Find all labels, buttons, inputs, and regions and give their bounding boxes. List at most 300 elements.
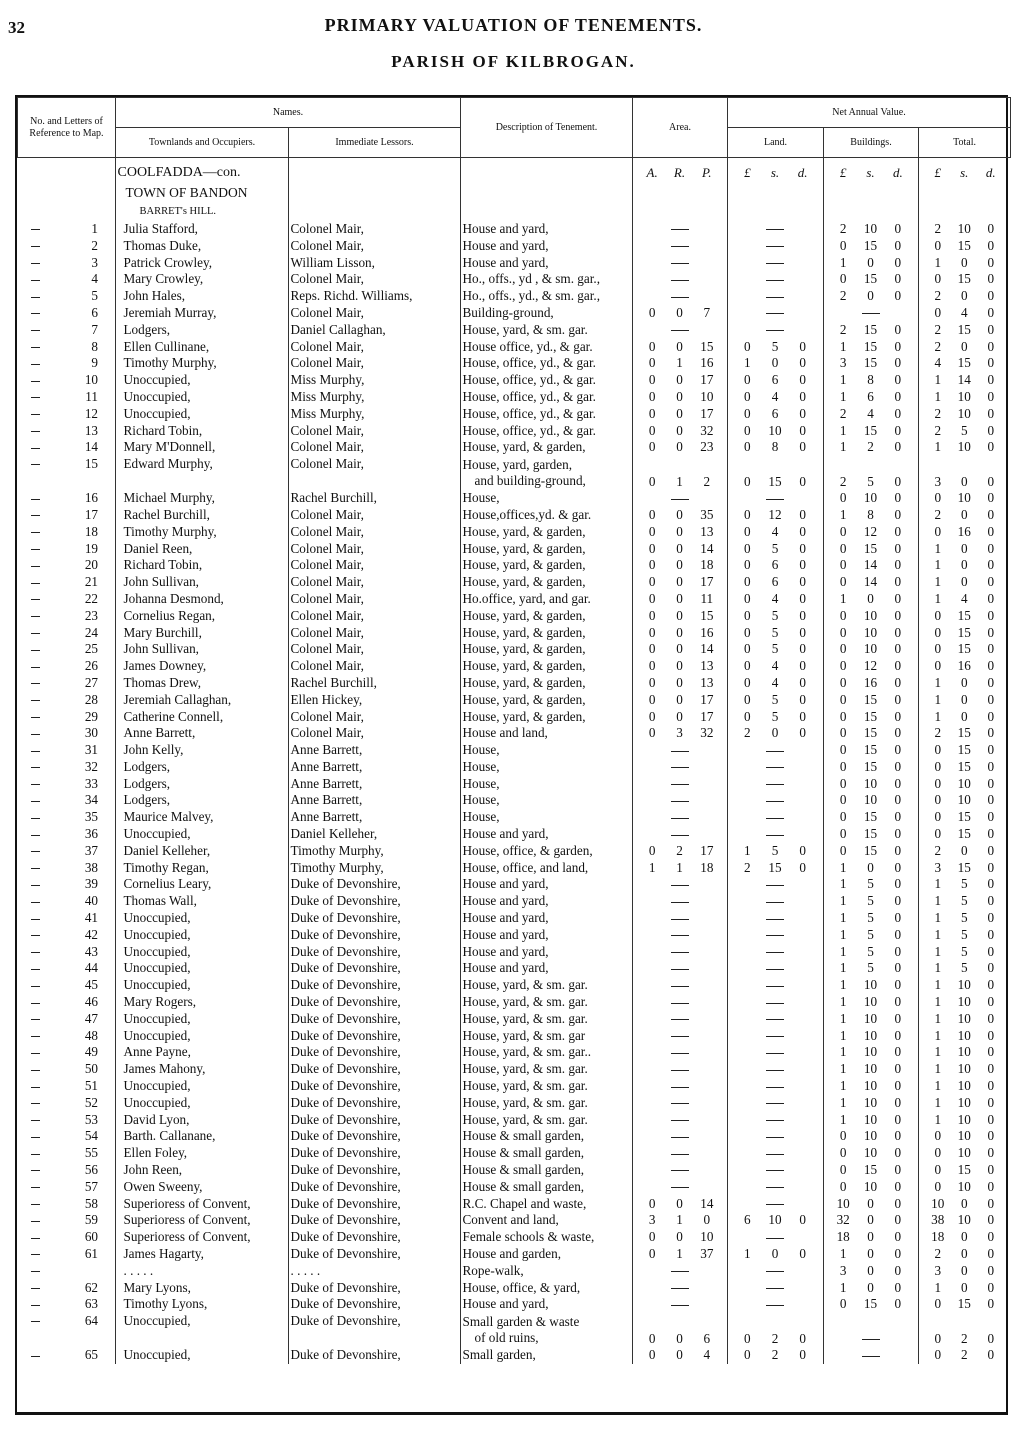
area-value-part: 0: [676, 574, 683, 590]
total-value: [918, 792, 1010, 809]
buildings-value-part: 1: [839, 926, 847, 942]
ref-number-text: 6: [91, 304, 98, 320]
land-value: [727, 1162, 823, 1179]
blank-dash: [766, 1070, 784, 1071]
area-value-part: 0: [648, 388, 656, 404]
total-value: [918, 591, 1010, 608]
land-value-part: 0: [799, 590, 806, 606]
buildings-value-part: 0: [839, 574, 847, 590]
total-value: [918, 1212, 1010, 1229]
buildings-value-part: 1: [839, 910, 847, 926]
land-value: [727, 338, 823, 355]
buildings-value: [823, 641, 918, 658]
area-value: [632, 1212, 727, 1229]
occupier-name: Unoccupied,: [115, 910, 288, 927]
unit-shillings: s.: [960, 165, 969, 181]
ref-number-text: 64: [84, 1312, 98, 1328]
description: [460, 1010, 632, 1027]
land-value-part: 0: [799, 574, 806, 590]
buildings-value: [823, 809, 918, 826]
description-line: House, yard, & garden,: [462, 574, 586, 590]
total-value-part: 0: [987, 271, 995, 287]
ref-number-text: 4: [91, 271, 98, 287]
buildings-value-part: 15: [863, 742, 878, 758]
total-value-part: 0: [934, 641, 942, 657]
ref-number-text: 25: [84, 641, 98, 657]
ref-number-text: 17: [84, 506, 98, 522]
parish-title: PARISH OF KILBROGAN.: [391, 52, 636, 71]
land-value: [727, 607, 823, 624]
description-line: House, office, yd., & gar.: [462, 405, 596, 421]
blank-dash: [766, 1137, 784, 1138]
header-description: Description of Tenement.: [461, 98, 633, 158]
table-row: [17, 641, 1010, 658]
buildings-value-part: 15: [863, 271, 878, 287]
ref-number: [17, 456, 115, 490]
area-value-part: 23: [700, 439, 714, 455]
land-value: [727, 624, 823, 641]
ref-number: [17, 691, 115, 708]
land-value: [727, 1061, 823, 1078]
land-value-part: 12: [768, 506, 782, 522]
land-value-part: 2: [744, 725, 751, 741]
occupier-name: Mary Burchill,: [115, 624, 288, 641]
total-value-part: 1: [934, 590, 942, 606]
description: [460, 372, 632, 389]
land-value-part: 0: [771, 1246, 779, 1261]
buildings-value-part: 0: [839, 842, 847, 858]
buildings-value: [823, 405, 918, 422]
table-body: [17, 158, 1010, 1364]
blank-dash: [766, 1087, 784, 1088]
area-value: [632, 456, 727, 490]
description: [460, 574, 632, 591]
total-value-part: 0: [934, 523, 942, 539]
buildings-value: [823, 725, 918, 742]
row-dash: [31, 1019, 40, 1020]
land-value: [727, 842, 823, 859]
total-value-part: 10: [957, 1178, 971, 1194]
area-value-part: 1: [676, 859, 683, 875]
buildings-value: [823, 540, 918, 557]
blank-dash: [671, 1087, 689, 1088]
buildings-value-part: 0: [894, 775, 902, 791]
ref-number-text: 14: [84, 439, 98, 455]
buildings-value: [823, 321, 918, 338]
land-value-part: 0: [799, 624, 806, 640]
buildings-value-part: 0: [894, 1262, 902, 1278]
ref-number: [17, 372, 115, 389]
description: [460, 775, 632, 792]
buildings-value: [823, 456, 918, 490]
land-value-part: 5: [771, 708, 779, 724]
description-line: House, yard, & sm. gar.: [462, 994, 588, 1010]
total-value-part: 0: [987, 1279, 995, 1295]
total-value-part: 0: [987, 910, 995, 926]
buildings-value-part: 0: [839, 792, 847, 808]
lessor-name: Duke of Devonshire,: [288, 910, 460, 927]
land-value: [727, 1178, 823, 1195]
table-row: [17, 1162, 1010, 1179]
header-names: Names.: [116, 98, 461, 128]
description-line-2: of old ruins,: [474, 1329, 539, 1345]
occupier-name: Anne Barrett,: [115, 725, 288, 742]
total-value-part: 0: [960, 1229, 968, 1245]
table-row: [17, 926, 1010, 943]
total-value-part: 0: [934, 1296, 942, 1312]
total-value-part: 1: [934, 691, 942, 707]
description-line: Small garden & waste: [462, 1313, 580, 1329]
table-row: [17, 960, 1010, 977]
occupier-name: Lodgers,: [115, 321, 288, 338]
buildings-value-part: 5: [867, 893, 874, 909]
description: [460, 1347, 632, 1364]
total-value: [918, 1078, 1010, 1095]
description: [460, 1162, 632, 1179]
lessor-name: Duke of Devonshire,: [288, 1111, 460, 1128]
blank-dash: [766, 297, 784, 298]
land-value: [727, 372, 823, 389]
lessor-name: Anne Barrett,: [288, 775, 460, 792]
area-value-part: 14: [700, 540, 714, 556]
ref-number: [17, 1195, 115, 1212]
description: [460, 893, 632, 910]
land-value: [727, 742, 823, 759]
buildings-value-part: 0: [894, 237, 902, 253]
area-value-part: 0: [676, 506, 683, 522]
total-value-part: 15: [957, 355, 971, 371]
total-value-part: 1: [934, 372, 942, 388]
description-line: House,: [462, 809, 500, 825]
occupier-name: Timothy Murphy,: [115, 523, 288, 540]
total-value-part: 10: [957, 490, 971, 506]
buildings-value-part: 0: [894, 607, 902, 623]
row-dash: [31, 1204, 40, 1205]
total-value-part: 0: [987, 1094, 995, 1110]
row-dash: [31, 515, 40, 516]
buildings-value-part: 16: [863, 674, 878, 690]
ref-number-text: 36: [84, 826, 98, 842]
description-line: House and yard,: [462, 910, 549, 926]
ref-number: [17, 742, 115, 759]
ref-number: [17, 842, 115, 859]
buildings-value-part: 12: [863, 658, 878, 674]
occupier-name: Mary Lyons,: [115, 1279, 288, 1296]
area-value-part: 18: [700, 859, 714, 875]
ref-number: [17, 641, 115, 658]
row-dash: [31, 986, 40, 987]
occupier-name: Julia Stafford,: [115, 221, 288, 238]
total-value-part: 0: [987, 1128, 995, 1144]
row-dash: [31, 969, 40, 970]
ref-number: [17, 338, 115, 355]
total-value: [918, 439, 1010, 456]
area-value-part: 0: [676, 658, 683, 674]
total-value-part: 10: [957, 1010, 971, 1026]
total-value-part: 0: [987, 742, 995, 758]
description-line: Rope-walk,: [462, 1262, 524, 1278]
row-dash: [31, 229, 40, 230]
row-dash: [31, 667, 40, 668]
land-value: [727, 288, 823, 305]
total-value-part: 1: [934, 977, 942, 993]
area-value: [632, 540, 727, 557]
total-value-part: 10: [957, 775, 971, 791]
land-value: [727, 994, 823, 1011]
total-value-part: 0: [987, 893, 995, 909]
area-value-part: 0: [648, 725, 656, 741]
unit-shillings: s.: [770, 165, 780, 181]
land-value-part: 6: [771, 574, 779, 590]
table-row: [17, 826, 1010, 843]
land-value: [727, 422, 823, 439]
description: [460, 1128, 632, 1145]
buildings-value-part: 1: [839, 1279, 847, 1295]
area-value: [632, 1347, 727, 1364]
area-value: [632, 1195, 727, 1212]
land-value: [727, 1246, 823, 1263]
buildings-value: [823, 574, 918, 591]
land-value-part: 4: [771, 388, 779, 404]
row-dash: [31, 599, 40, 600]
buildings-value-part: 0: [839, 658, 847, 674]
total-value-part: 0: [934, 1178, 942, 1194]
area-value: [632, 960, 727, 977]
occupier-name: Owen Sweeny,: [115, 1178, 288, 1195]
buildings-value-part: 1: [839, 1061, 847, 1077]
ref-number-text: 41: [84, 910, 98, 926]
area-value: [632, 708, 727, 725]
buildings-value-part: 0: [839, 758, 847, 774]
buildings-value-part: 0: [894, 388, 902, 404]
area-value-part: 0: [648, 641, 656, 657]
land-value-part: 0: [744, 574, 751, 590]
total-value-part: 2: [934, 506, 942, 522]
description: [460, 960, 632, 977]
total-value-part: 15: [957, 826, 971, 842]
ref-number-text: 24: [84, 624, 98, 640]
total-value-part: 0: [987, 439, 995, 455]
unit-pence: d.: [797, 165, 808, 181]
lessor-name: Reps. Richd. Williams,: [288, 288, 460, 305]
row-dash: [31, 1305, 40, 1306]
description-line: House, office, & yard,: [462, 1279, 581, 1295]
total-value-part: 0: [987, 708, 995, 724]
buildings-value: [823, 658, 918, 675]
row-dash: [31, 1170, 40, 1171]
occupier-name: James Mahony,: [115, 1061, 288, 1078]
area-value-part: 16: [700, 355, 714, 371]
row-dash: [31, 381, 40, 382]
ref-number-text: 27: [84, 674, 98, 690]
buildings-value-part: 0: [894, 523, 902, 539]
buildings-value: [823, 926, 918, 943]
land-value-part: 2: [744, 859, 751, 875]
row-dash: [31, 683, 40, 684]
buildings-value-part: 15: [863, 691, 878, 707]
description-line: House and yard,: [462, 876, 549, 892]
lessor-name: Duke of Devonshire,: [288, 1313, 460, 1347]
ref-number: [17, 507, 115, 524]
ref-number: [17, 1094, 115, 1111]
land-value: [727, 321, 823, 338]
table-row: [17, 389, 1010, 406]
table-row: [17, 1128, 1010, 1145]
total-value-part: 0: [987, 490, 995, 506]
area-value: [632, 288, 727, 305]
lessor-name: Duke of Devonshire,: [288, 1078, 460, 1095]
blank-dash: [766, 1305, 784, 1306]
land-value-part: 0: [799, 422, 806, 438]
buildings-value-part: 0: [894, 271, 902, 287]
total-value-part: 1: [934, 960, 942, 976]
occupier-name: James Hagarty,: [115, 1246, 288, 1263]
land-value-part: 0: [799, 1212, 806, 1228]
description: [460, 658, 632, 675]
description-line: House, yard, & sm. gar.: [462, 977, 588, 993]
ref-number: [17, 237, 115, 254]
description-line: House, yard, & garden,: [462, 540, 586, 556]
land-value: [727, 658, 823, 675]
blank-dash: [671, 1187, 689, 1188]
table-row: [17, 759, 1010, 776]
area-value: [632, 725, 727, 742]
description: [460, 355, 632, 372]
ref-number-text: 38: [84, 859, 98, 875]
land-value-part: 0: [799, 658, 806, 674]
lessor-name: Duke of Devonshire,: [288, 893, 460, 910]
buildings-value-part: 0: [894, 1195, 902, 1211]
total-value-part: 10: [957, 220, 971, 236]
total-value-part: 1: [934, 388, 942, 404]
lessor-name: Duke of Devonshire,: [288, 994, 460, 1011]
row-dash: [31, 448, 40, 449]
land-value-part: 0: [744, 422, 751, 438]
total-value: [918, 809, 1010, 826]
blank-dash: [766, 1120, 784, 1121]
lessor-name: Duke of Devonshire,: [288, 1246, 460, 1263]
blank-dash: [671, 1154, 689, 1155]
ref-number: [17, 523, 115, 540]
description-line: House, yard, garden,: [462, 456, 572, 472]
buildings-value-part: 15: [863, 355, 878, 371]
area-value: [632, 1111, 727, 1128]
area-value-part: 0: [676, 557, 683, 573]
total-value: [918, 221, 1010, 238]
buildings-value: [823, 842, 918, 859]
area-value-part: 11: [700, 590, 714, 606]
land-value: [727, 893, 823, 910]
header-occupiers: Townlands and Occupiers.: [116, 128, 289, 158]
buildings-value-part: 1: [839, 960, 847, 976]
total-value-part: 2: [934, 725, 942, 741]
total-value-part: 1: [934, 1078, 942, 1094]
total-value-part: 2: [934, 220, 942, 236]
land-value: [727, 1347, 823, 1364]
buildings-value-part: 15: [863, 338, 878, 354]
blank-dash: [766, 969, 784, 970]
land-value-part: 0: [744, 473, 751, 489]
total-value-part: 0: [987, 943, 995, 959]
total-value: [918, 624, 1010, 641]
total-value-part: 10: [957, 1027, 971, 1043]
buildings-value-part: 0: [894, 725, 902, 741]
total-value: [918, 305, 1010, 322]
buildings-value-part: 0: [894, 1027, 902, 1043]
total-value-part: 0: [987, 1061, 995, 1077]
description: [460, 1262, 632, 1279]
land-value-part: 0: [799, 355, 806, 371]
ref-number: [17, 1229, 115, 1246]
buildings-value-part: 14: [863, 574, 878, 590]
lessor-name: Miss Murphy,: [288, 405, 460, 422]
buildings-value-part: 1: [839, 1078, 847, 1094]
buildings-value-part: 15: [863, 1296, 878, 1312]
occupier-name: Maurice Malvey,: [115, 809, 288, 826]
description: [460, 439, 632, 456]
lessor-name: Anne Barrett,: [288, 809, 460, 826]
ref-number: [17, 759, 115, 776]
description: [460, 540, 632, 557]
ref-number-text: 58: [84, 1195, 98, 1211]
buildings-value-part: 0: [839, 624, 847, 640]
lessor-name: Duke of Devonshire,: [288, 1195, 460, 1212]
table-row: [17, 271, 1010, 288]
buildings-value-part: 0: [894, 1111, 902, 1127]
buildings-value-part: 1: [839, 893, 847, 909]
buildings-value-part: 1: [839, 1111, 847, 1127]
description-line: House, yard, & garden,: [462, 658, 586, 674]
valuation-table: [15, 95, 1008, 1415]
total-value-part: 0: [987, 1212, 995, 1228]
total-value: [918, 675, 1010, 692]
description: [460, 876, 632, 893]
blank-dash: [766, 1238, 784, 1239]
description-line: House and yard,: [462, 893, 549, 909]
lessor-name: Colonel Mair,: [288, 641, 460, 658]
area-value-part: 0: [676, 1229, 683, 1245]
buildings-value: [823, 523, 918, 540]
total-value-part: 0: [987, 977, 995, 993]
blank-dash: [671, 767, 689, 768]
area-value: [632, 1262, 727, 1279]
table-row: [17, 1145, 1010, 1162]
buildings-value-part: 3: [839, 355, 847, 371]
lessor-name: Colonel Mair,: [288, 624, 460, 641]
buildings-value: [823, 422, 918, 439]
land-value-part: 0: [799, 473, 806, 489]
blank-dash: [671, 885, 689, 886]
total-value-part: 15: [957, 725, 971, 741]
buildings-value-part: 10: [863, 641, 878, 657]
ref-number-text: 44: [84, 960, 98, 976]
ref-number: [17, 540, 115, 557]
total-value-part: 15: [957, 624, 971, 640]
buildings-value: [823, 708, 918, 725]
row-dash: [31, 313, 40, 314]
total-value-part: 0: [934, 826, 942, 842]
total-value: [918, 1347, 1010, 1364]
description-line: House, yard, & garden,: [462, 607, 586, 623]
description-line: House & small garden,: [462, 1162, 585, 1178]
occupier-name: Mary Rogers,: [115, 994, 288, 1011]
total-value: [918, 826, 1010, 843]
total-value-part: 1: [934, 943, 942, 959]
description-line: House, office, yd., & gar.: [462, 422, 596, 438]
area-value-part: 0: [676, 388, 683, 404]
ref-number: [17, 675, 115, 692]
buildings-value-part: 0: [894, 758, 902, 774]
